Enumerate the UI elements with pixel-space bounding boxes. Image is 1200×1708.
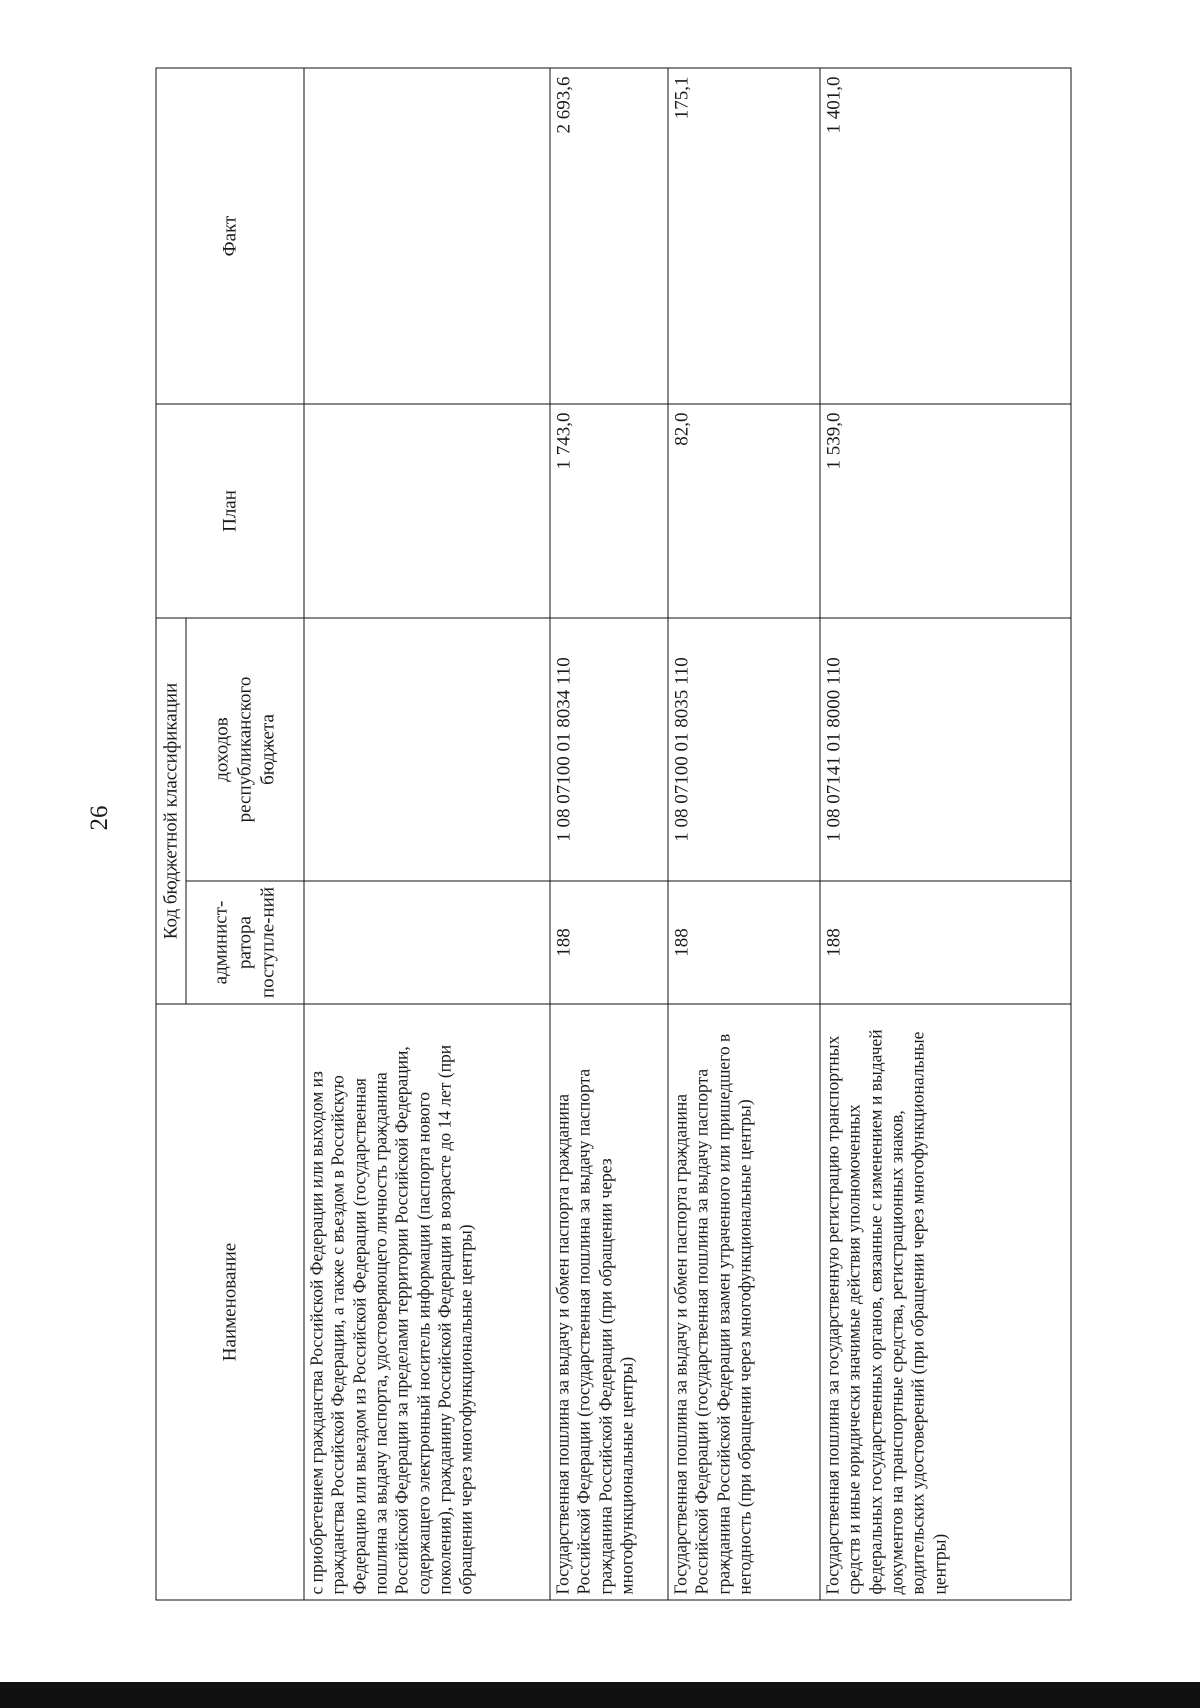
rotated-table-wrapper [155, 68, 1070, 1600]
header-plan: План [156, 404, 304, 618]
row-plan: 1 743,0 [550, 404, 668, 618]
header-fact: Факт [156, 68, 304, 404]
table-row [304, 68, 550, 1600]
table-row [550, 68, 668, 1600]
row-plan [304, 404, 550, 618]
row-admin-code [304, 881, 550, 1004]
scan-edge-bar [0, 1682, 1200, 1708]
row-plan: 82,0 [668, 404, 820, 618]
row-income-code: 1 08 07100 01 8035 110 [668, 618, 820, 881]
row-fact: 1 401,0 [820, 68, 1071, 404]
row-admin-code: 188 [668, 881, 820, 1004]
row-income-code: 1 08 07141 01 8000 110 [820, 618, 1071, 881]
row-name: Государственная пошлина за выдачу и обмен паспорта гражданина Российской Федерации (государственная пошлина за выдачу паспорта гражданина Российской Федерации взамен утраченного или пришедшего в негодность (при обращении через многофункциональные центры) [668, 1004, 820, 1600]
row-fact [304, 68, 550, 404]
row-fact: 175,1 [668, 68, 820, 404]
table-row [668, 68, 820, 1600]
header-admin: админист-ратора поступле-ний [186, 881, 304, 1004]
page-number: 26 [86, 805, 113, 831]
row-name: с приобретением гражданства Российской Федерации или выходом из гражданства Российской Федерации, а также с въездом в Российскую Федерацию или выездом из Российской Федерации (государственная пошлина за выдачу паспорта, удостоверяющего личность гражданина Российской Федерации за пределами территории Российской Федерации, содержащего электронный носитель информации (паспорта нового поколения), гражданину Российской Федерации в возрасте до 14 лет (при обращении через многофункциональные центры) [304, 1004, 550, 1600]
row-fact: 2 693,6 [550, 68, 668, 404]
row-income-code: 1 08 07100 01 8034 110 [550, 618, 668, 881]
row-admin-code: 188 [820, 881, 1071, 1004]
row-name: Государственная пошлина за выдачу и обмен паспорта гражданина Российской Федерации (государственная пошлина за выдачу паспорта гражданина Российской Федерации (при обращении через многофункциональные центры) [550, 1004, 668, 1600]
header-code-group: Код бюджетной классификации [156, 618, 186, 1004]
header-name: Наименование [156, 1004, 304, 1600]
row-admin-code: 188 [550, 881, 668, 1004]
header-income: доходов республиканского бюджета [186, 618, 304, 881]
row-name: Государственная пошлина за государственную регистрацию транспортных средств и иные юридически значимые действия уполномоченных федеральных государственных органов, связанные с изменением и выдачей документов на транспортные средства, регистрационных знаков, водительских удостоверений (при обращении через многофункциональные центры) [820, 1004, 1071, 1600]
budget-table [155, 67, 1071, 1600]
row-plan: 1 539,0 [820, 404, 1071, 618]
row-income-code [304, 618, 550, 881]
table-row [820, 68, 1071, 1600]
